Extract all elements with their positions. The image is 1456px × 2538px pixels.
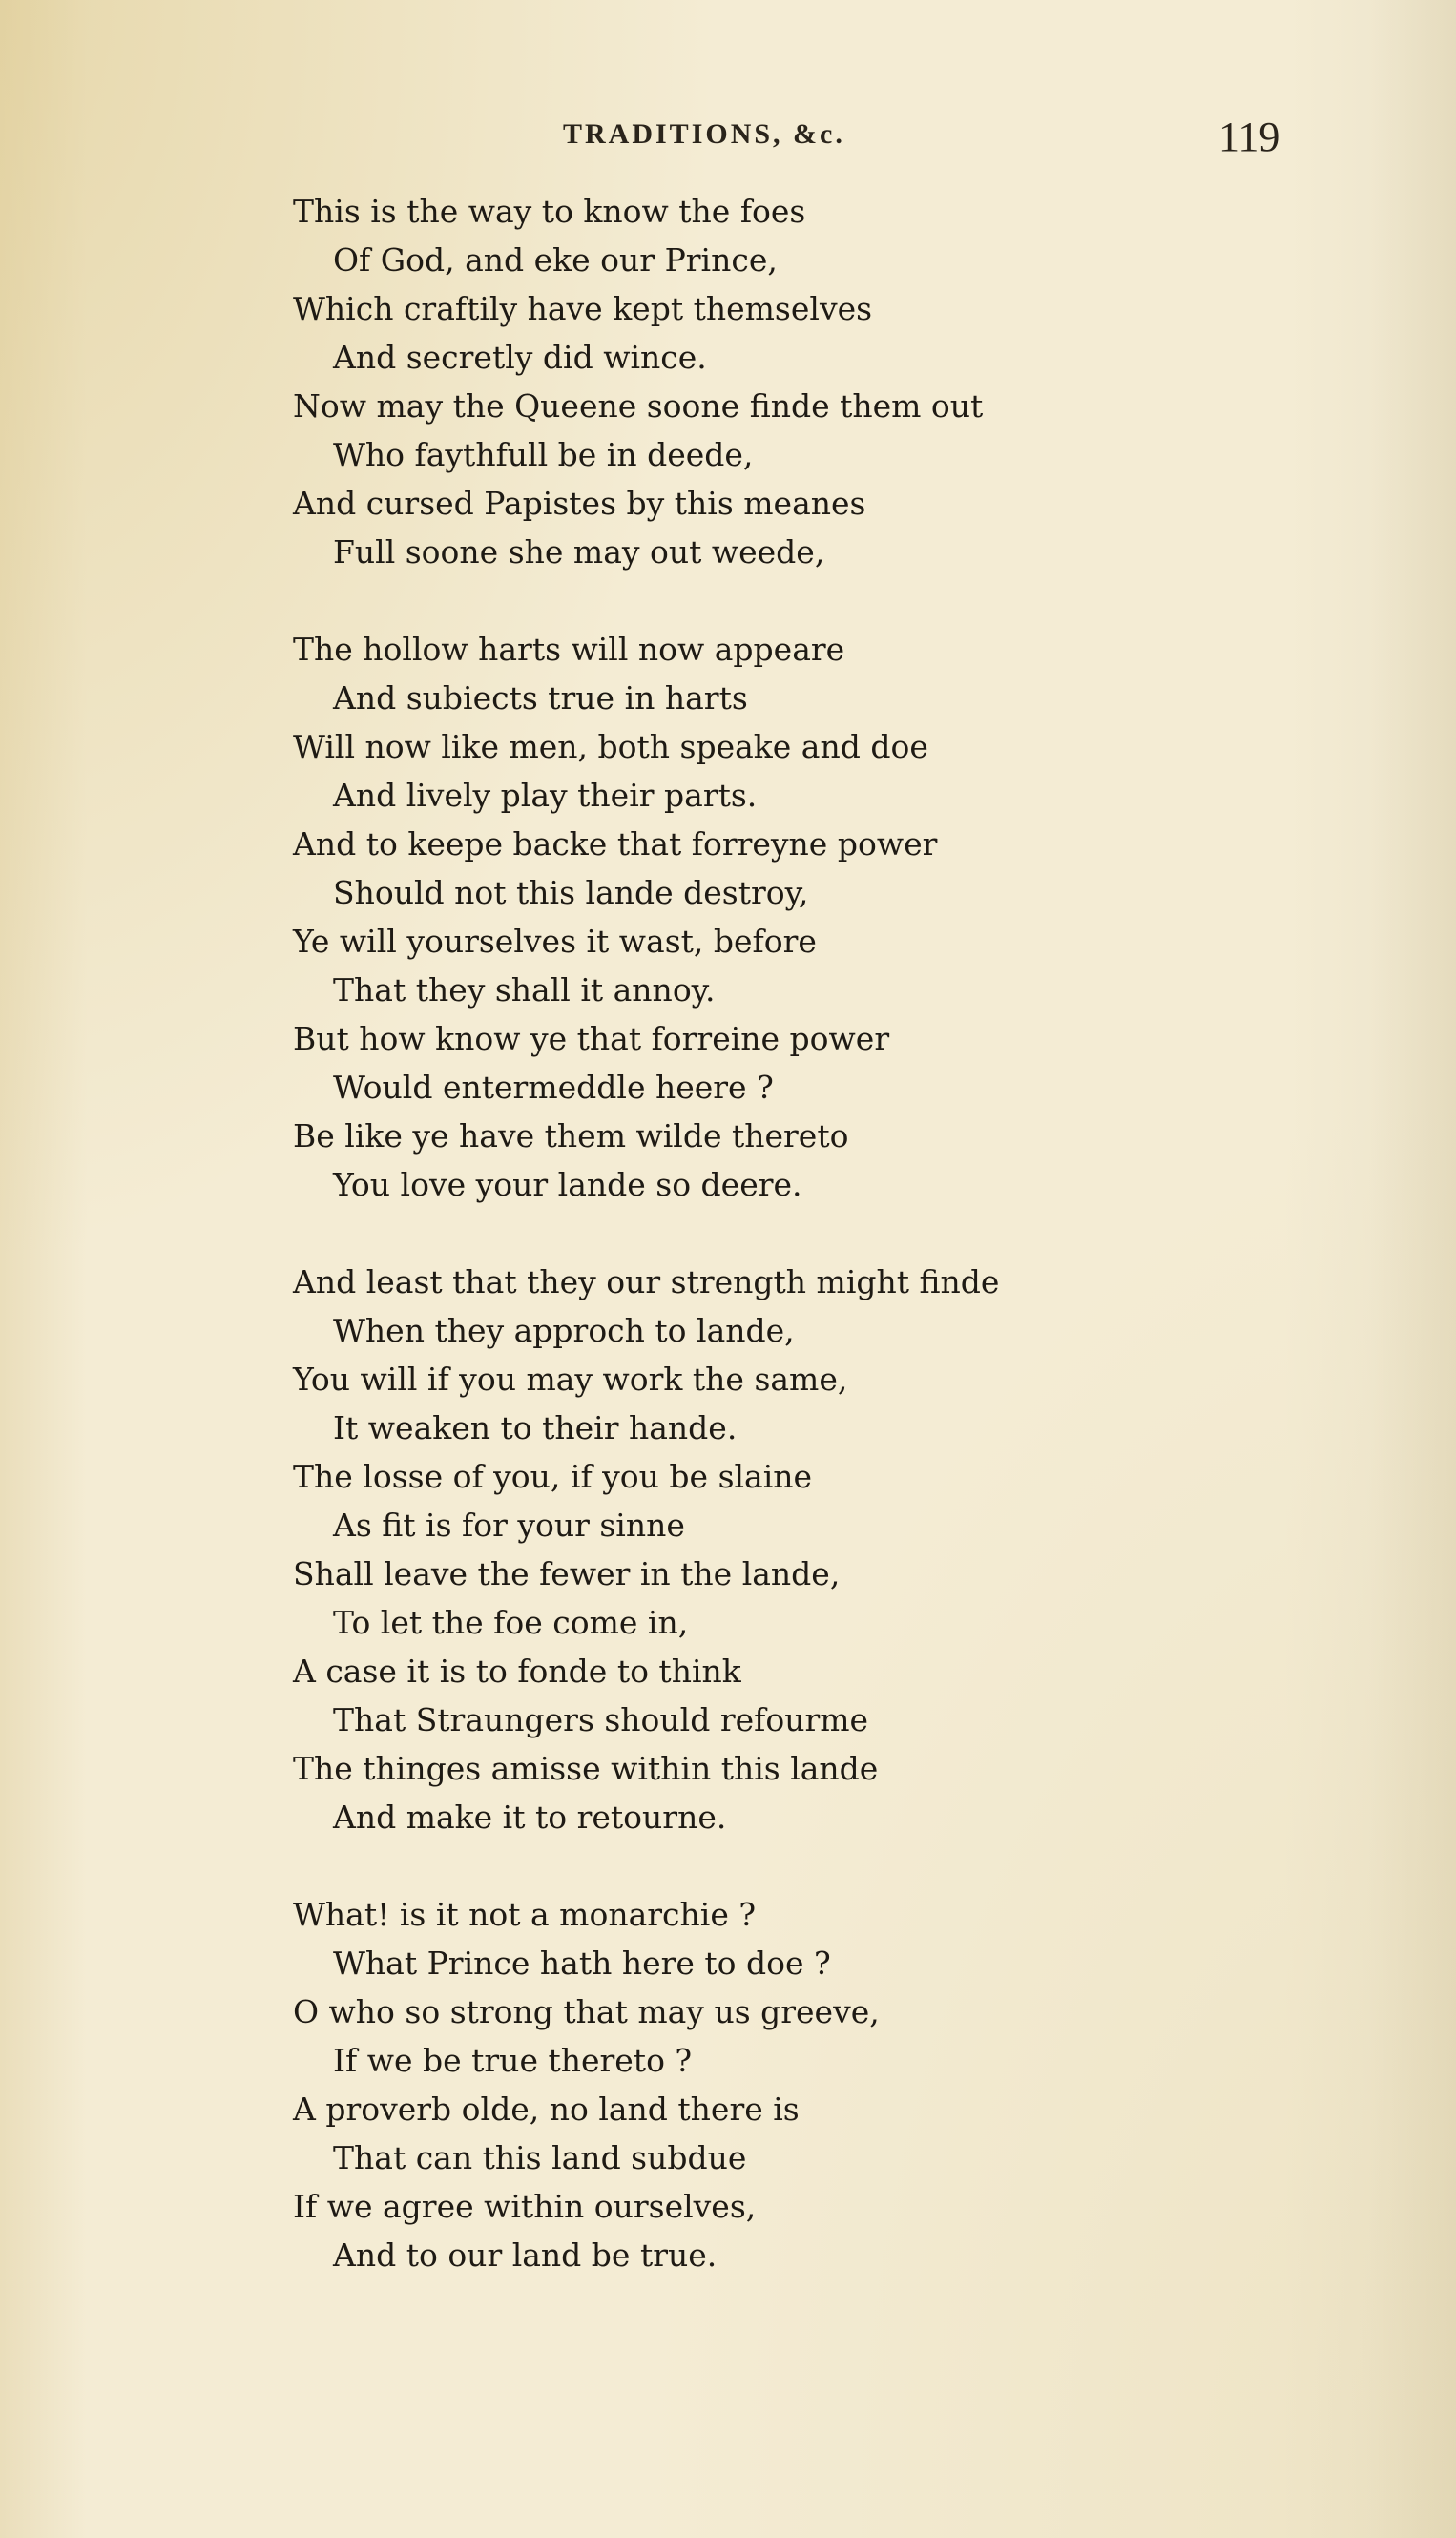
poem-line: And cursed Papistes by this meanes bbox=[293, 485, 866, 522]
poem-line: And make it to retourne. bbox=[333, 1799, 727, 1836]
poem-line: The thinges amisse within this lande bbox=[293, 1750, 879, 1787]
stanza bbox=[293, 1258, 1247, 1841]
poem-line: This is the way to know the foes bbox=[293, 193, 806, 230]
poem-line: And least that they our strength might finde bbox=[293, 1263, 1000, 1300]
poem-line: A case it is to fonde to think bbox=[293, 1653, 741, 1690]
poem-line: Would entermeddle heere ? bbox=[333, 1069, 774, 1106]
poem-line: And to our land be true. bbox=[333, 2236, 718, 2274]
running-head-title: TRADITIONS, &c. bbox=[563, 118, 845, 150]
poem-line: You love your lande so deere. bbox=[333, 1166, 802, 1203]
poem-line: That can this land subdue bbox=[333, 2139, 747, 2176]
poem-line: Now may the Queene soone finde them out bbox=[293, 387, 984, 425]
poem-line: O who so strong that may us greeve, bbox=[293, 1993, 880, 2030]
poem-line: The hollow harts will now appeare bbox=[293, 631, 845, 668]
poem-line: Will now like men, both speake and doe bbox=[293, 728, 928, 765]
poem-line: When they approch to lande, bbox=[333, 1312, 795, 1349]
poem-line: Of God, and eke our Prince, bbox=[333, 241, 778, 279]
poem-text bbox=[293, 187, 1247, 2328]
poem-line: Should not this lande destroy, bbox=[333, 874, 809, 911]
poem-line: Which craftily have kept themselves bbox=[293, 290, 873, 327]
stanza bbox=[293, 1890, 1247, 2279]
poem-line: And secretly did wince. bbox=[333, 339, 707, 376]
poem-line: That they shall it annoy. bbox=[333, 971, 716, 1009]
poem-line: To let the foe come in, bbox=[333, 1604, 689, 1641]
page-number: 119 bbox=[1218, 114, 1280, 160]
poem-line: You will if you may work the same, bbox=[293, 1361, 848, 1398]
poem-line: Who faythfull be in deede, bbox=[333, 436, 754, 473]
stanza bbox=[293, 625, 1247, 1209]
poem-line: It weaken to their hande. bbox=[333, 1409, 738, 1446]
poem-line: A proverb olde, no land there is bbox=[293, 2091, 800, 2128]
poem-line: But how know ye that forreine power bbox=[293, 1020, 890, 1057]
poem-line: And lively play their parts. bbox=[333, 777, 758, 814]
poem-line: Shall leave the fewer in the lande, bbox=[293, 1555, 841, 1592]
poem-line: The losse of you, if you be slaine bbox=[293, 1458, 813, 1495]
poem-line: Full soone she may out weede, bbox=[333, 533, 825, 571]
poem-line: As fit is for your sinne bbox=[333, 1507, 685, 1544]
poem-line: If we be true thereto ? bbox=[333, 2042, 693, 2079]
poem-line: What Prince hath here to doe ? bbox=[333, 1945, 831, 1982]
poem-line: That Straungers should refourme bbox=[333, 1701, 869, 1738]
running-head bbox=[0, 113, 1456, 170]
poem-line: Ye will yourselves it wast, before bbox=[293, 923, 817, 960]
page-shading bbox=[1284, 0, 1456, 2538]
stanza bbox=[293, 187, 1247, 576]
poem-line: Be like ye have them wilde thereto bbox=[293, 1117, 849, 1155]
poem-line: And subiects true in harts bbox=[333, 679, 748, 717]
poem-line: And to keepe backe that forreyne power bbox=[293, 825, 938, 863]
poem-line: What! is it not a monarchie ? bbox=[293, 1896, 757, 1933]
poem-line: If we agree within ourselves, bbox=[293, 2188, 757, 2225]
